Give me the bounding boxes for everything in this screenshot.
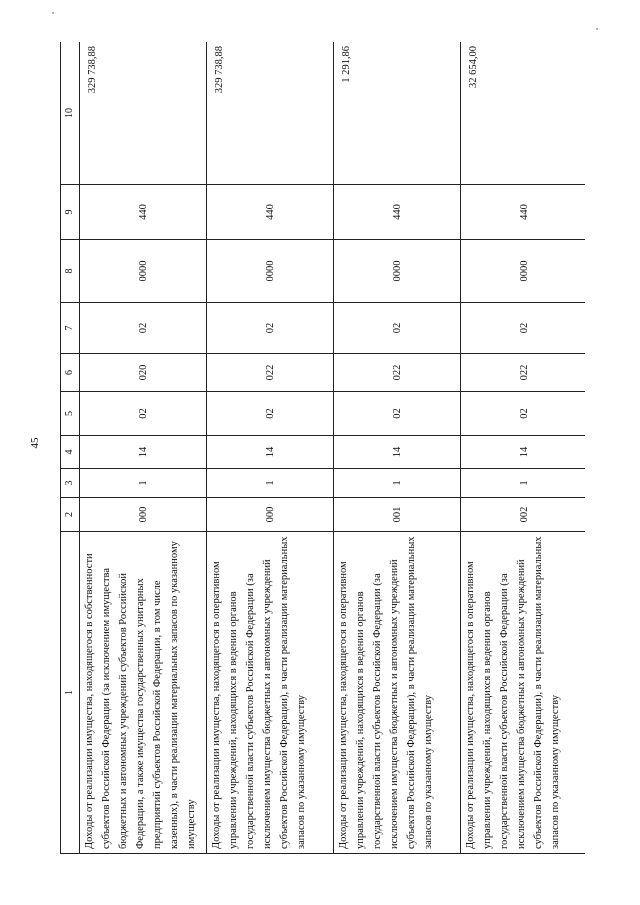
code-cell: 14 <box>207 436 334 469</box>
code-cell: 440 <box>80 185 207 240</box>
code-cell: 14 <box>334 436 461 469</box>
amount-cell: 329 738,88 <box>207 42 334 185</box>
code-cell: 14 <box>461 436 586 469</box>
code-cell: 02 <box>334 392 461 436</box>
rotated-table-area <box>60 42 585 854</box>
code-cell: 02 <box>461 303 586 354</box>
code-cell: 022 <box>461 354 586 392</box>
amount-cell: 329 738,88 <box>80 42 207 185</box>
column-number-row <box>61 42 80 854</box>
revenue-table <box>60 42 585 854</box>
code-cell: 440 <box>334 185 461 240</box>
code-cell: 1 <box>80 469 207 498</box>
income-description: Доходы от реализации имущества, находящегося в оперативном управлении учреждений, находящихся в ведении органов государственной власти субъектов Российской Федерации (за исключением имущества бюджетных и автономных учреждений субъектов Российской Федерации), в части реализации материальных запасов по указанному имуществу <box>461 532 586 854</box>
code-cell: 02 <box>461 392 586 436</box>
column-header: 9 <box>61 185 80 240</box>
code-cell: 1 <box>334 469 461 498</box>
code-cell: 440 <box>207 185 334 240</box>
code-cell: 02 <box>207 392 334 436</box>
table-row <box>461 42 586 854</box>
code-cell: 02 <box>334 303 461 354</box>
amount-cell: 1 291,86 <box>334 42 461 185</box>
code-cell: 000 <box>207 498 334 532</box>
table-row <box>334 42 461 854</box>
page-number: 45 <box>29 437 41 449</box>
column-header: 3 <box>61 469 80 498</box>
code-cell: 1 <box>207 469 334 498</box>
code-cell: 0000 <box>461 240 586 303</box>
code-cell: 020 <box>80 354 207 392</box>
table-row <box>80 42 207 854</box>
code-cell: 440 <box>461 185 586 240</box>
code-cell: 002 <box>461 498 586 532</box>
code-cell: 0000 <box>207 240 334 303</box>
column-header: 10 <box>61 42 80 185</box>
column-header: 5 <box>61 392 80 436</box>
column-header: 7 <box>61 303 80 354</box>
code-cell: 001 <box>334 498 461 532</box>
income-description: Доходы от реализации имущества, находящегося в оперативном управлении учреждений, находящихся в ведении органов государственной власти субъектов Российской Федерации (за исключением имущества бюджетных и автономных учреждений субъектов Российской Федерации), в части реализации материальных запасов по указанному имуществу <box>334 532 461 854</box>
code-cell: 1 <box>461 469 586 498</box>
amount-cell: 32 654,00 <box>461 42 586 185</box>
income-description: Доходы от реализации имущества, находящегося в оперативном управлении учреждений, находящихся в ведении органов государственной власти субъектов Российской Федерации (за исключением имущества бюджетных и автономных учреждений субъектов Российской Федерации), в части реализации материальных запасов по указанному имуществу <box>207 532 334 854</box>
code-cell: 02 <box>207 303 334 354</box>
table-rotation-wrapper <box>60 42 585 854</box>
column-header: 6 <box>61 354 80 392</box>
code-cell: 000 <box>80 498 207 532</box>
scan-speck <box>596 28 598 30</box>
code-cell: 022 <box>334 354 461 392</box>
code-cell: 0000 <box>80 240 207 303</box>
code-cell: 14 <box>80 436 207 469</box>
column-header: 8 <box>61 240 80 303</box>
code-cell: 02 <box>80 392 207 436</box>
column-header: 2 <box>61 498 80 532</box>
code-cell: 0000 <box>334 240 461 303</box>
column-header: 4 <box>61 436 80 469</box>
scan-speck <box>52 12 54 14</box>
income-description: Доходы от реализации имущества, находящегося в собственности субъектов Российской Федерации (за исключением имущества бюджетных и автономных учреждений субъектов Российской Федерации, а также имущества государственных унитарных предприятий субъектов Российской Федерации, в том числе казенных), в части реализации материальных запасов по указанному имуществу <box>80 532 207 854</box>
code-cell: 02 <box>80 303 207 354</box>
code-cell: 022 <box>207 354 334 392</box>
column-header: 1 <box>61 532 80 854</box>
table-row <box>207 42 334 854</box>
